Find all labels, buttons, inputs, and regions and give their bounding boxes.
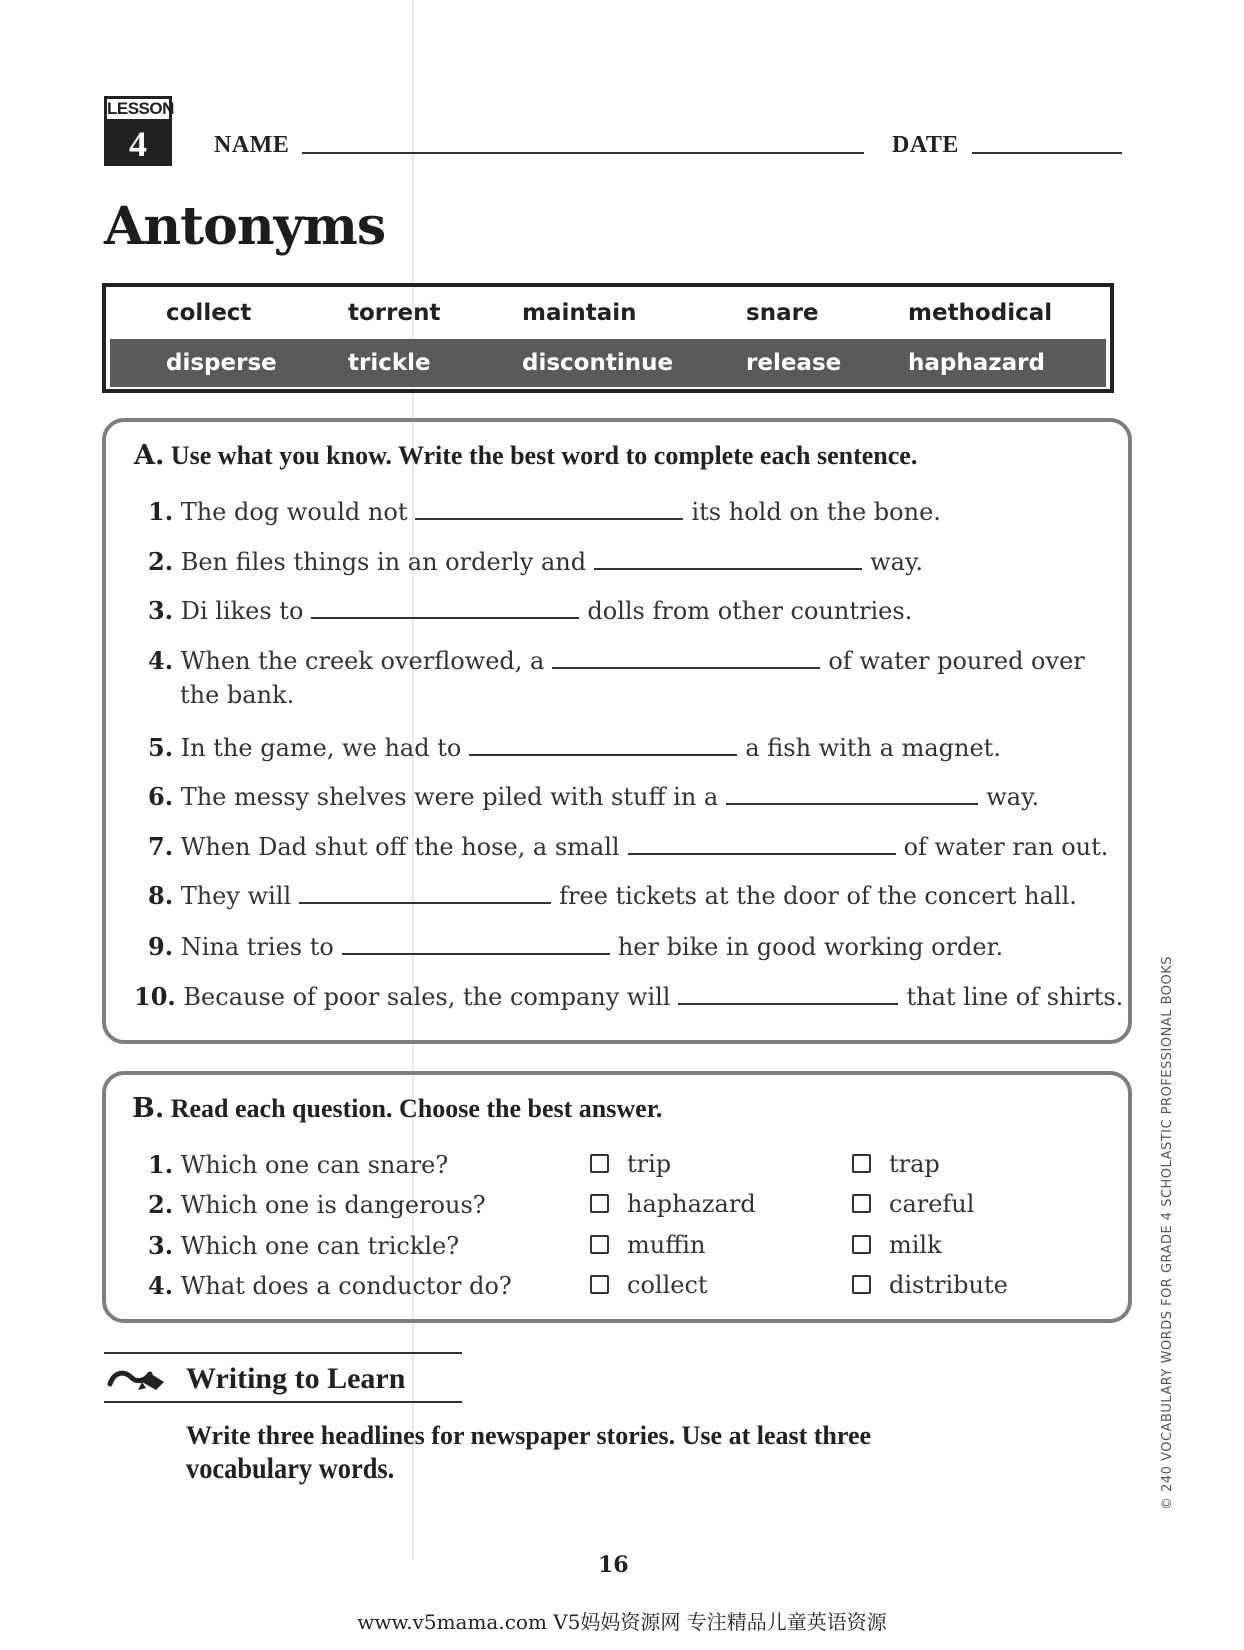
word-row-top (110, 289, 1106, 337)
name-field[interactable] (302, 152, 864, 154)
question-item (148, 1231, 459, 1260)
answer-blank[interactable] (726, 783, 978, 805)
item-number: 1. (148, 1150, 174, 1179)
checkbox[interactable] (590, 1275, 609, 1294)
sentence-after: of water ran out. (903, 833, 1109, 861)
word: release (746, 350, 842, 376)
item-number: 1. (148, 497, 174, 526)
answer-blank[interactable] (342, 933, 610, 955)
writing-prompt-line1: Write three headlines for newspaper stories. Use at least three (186, 1421, 872, 1450)
answer-option[interactable] (852, 1231, 942, 1259)
option-label: careful (889, 1190, 975, 1218)
checkbox[interactable] (852, 1154, 871, 1173)
section-b-letter: B. (132, 1093, 165, 1124)
sentence-after: its hold on the bone. (691, 498, 941, 526)
writing-rule-top (104, 1352, 462, 1354)
date-field[interactable] (972, 152, 1122, 154)
section-a-instruction: Use what you know. Write the best word to complete each sentence. (170, 441, 918, 470)
sentence-continuation: the bank. (180, 681, 295, 709)
answer-blank[interactable] (469, 734, 737, 756)
sentence-item (148, 596, 912, 625)
sentence-before: The dog would not (180, 498, 408, 526)
word: snare (746, 300, 819, 326)
answer-option[interactable] (590, 1150, 671, 1178)
question-text: What does a conductor do? (180, 1272, 512, 1300)
sentence-after: her bike in good working order. (617, 933, 1004, 961)
sentence-after: free tickets at the door of the concert hall. (559, 882, 1077, 910)
checkbox[interactable] (852, 1275, 871, 1294)
word: haphazard (908, 350, 1045, 376)
sentence-item (148, 832, 1108, 861)
answer-option[interactable] (852, 1150, 940, 1178)
answer-option[interactable] (590, 1190, 756, 1218)
sentence-before: Nina tries to (180, 933, 334, 961)
name-label: NAME (214, 132, 290, 158)
sentence-before: When Dad shut off the hose, a small (180, 833, 620, 861)
sentence-before: In the game, we had to (180, 734, 462, 762)
sentence-after: way. (870, 548, 923, 576)
sentence-item (148, 646, 1085, 675)
item-number: 2. (148, 1190, 174, 1219)
sentence-item (148, 497, 941, 526)
item-number: 7. (148, 832, 174, 861)
answer-blank[interactable] (311, 597, 579, 619)
item-number: 2. (148, 547, 174, 576)
sentence-before: The messy shelves were piled with stuff in a (180, 783, 719, 811)
item-number: 10. (134, 982, 176, 1011)
item-number: 9. (148, 932, 174, 961)
answer-blank[interactable] (415, 498, 683, 520)
option-label: distribute (889, 1271, 1008, 1299)
sentence-after: dolls from other countries. (587, 597, 913, 625)
question-text: Which one can trickle? (180, 1232, 460, 1260)
word-row-bottom (110, 339, 1106, 387)
sentence-item (134, 982, 1123, 1011)
question-text: Which one can snare? (180, 1151, 449, 1179)
answer-blank[interactable] (678, 983, 898, 1005)
item-number: 8. (148, 881, 174, 910)
question-item (148, 1190, 486, 1219)
item-number: 3. (148, 1231, 174, 1260)
writing-title: Writing to Learn (186, 1362, 406, 1395)
date-label: DATE (892, 132, 959, 158)
word: discontinue (522, 350, 674, 376)
word: collect (166, 300, 252, 326)
item-number: 3. (148, 596, 174, 625)
sentence-before: Because of poor sales, the company will (183, 983, 671, 1011)
checkbox[interactable] (852, 1235, 871, 1254)
section-b-heading (132, 1093, 662, 1124)
word-box (102, 283, 1114, 393)
sentence-after: a fish with a magnet. (745, 734, 1001, 762)
lesson-badge (104, 96, 172, 166)
section-b-instruction: Read each question. Choose the best answer. (170, 1094, 663, 1123)
answer-option[interactable] (590, 1231, 705, 1259)
sentence-item (148, 547, 923, 576)
option-label: collect (627, 1271, 708, 1299)
section-a-letter: A. (134, 440, 165, 471)
answer-blank[interactable] (552, 647, 820, 669)
pencil-icon (104, 1360, 170, 1396)
section-a-heading (134, 440, 917, 471)
option-label: haphazard (627, 1190, 756, 1218)
lesson-label: LESSON (107, 99, 169, 122)
question-text: Which one is dangerous? (180, 1191, 486, 1219)
answer-option[interactable] (852, 1271, 1008, 1299)
item-number: 5. (148, 733, 174, 762)
question-item (148, 1271, 512, 1300)
checkbox[interactable] (590, 1154, 609, 1173)
sentence-item (148, 932, 1003, 961)
sentence-after: way. (986, 783, 1040, 811)
question-item (148, 1150, 448, 1179)
option-label: milk (889, 1231, 942, 1259)
answer-blank[interactable] (594, 548, 862, 570)
sentence-item (148, 881, 1077, 910)
checkbox[interactable] (590, 1194, 609, 1213)
item-number: 6. (148, 782, 174, 811)
sentence-item (148, 782, 1039, 811)
option-label: trap (889, 1150, 940, 1178)
sentence-item (148, 733, 1001, 762)
lesson-number: 4 (107, 122, 169, 166)
word: methodical (908, 300, 1053, 326)
word: torrent (348, 300, 441, 326)
side-copyright: © 240 VOCABULARY WORDS FOR GRADE 4 SCHOLASTIC PROFESSIONAL BOOKS (1160, 955, 1175, 1510)
checkbox[interactable] (590, 1235, 609, 1254)
page-title: Antonyms (104, 196, 386, 257)
item-number: 4. (148, 1271, 174, 1300)
page-number: 16 (598, 1552, 629, 1578)
option-label: muffin (627, 1231, 706, 1259)
answer-option[interactable] (852, 1190, 974, 1218)
checkbox[interactable] (852, 1194, 871, 1213)
sentence-after: that line of shirts. (906, 983, 1124, 1011)
sentence-before: When the creek overflowed, a (180, 647, 545, 675)
writing-prompt-line2: vocabulary words. (186, 1452, 395, 1485)
word: trickle (348, 350, 431, 376)
sentence-before: They will (180, 882, 292, 910)
sentence-before: Di likes to (180, 597, 304, 625)
sentence-after: of water poured over (828, 647, 1085, 675)
answer-option[interactable] (590, 1271, 708, 1299)
sentence-before: Ben files things in an orderly and (180, 548, 587, 576)
item-number: 4. (148, 646, 174, 675)
writing-rule-bottom (104, 1401, 462, 1403)
answer-blank[interactable] (628, 833, 896, 855)
answer-blank[interactable] (299, 882, 551, 904)
option-label: trip (627, 1150, 672, 1178)
word: maintain (522, 300, 637, 326)
footer-watermark: www.v5mama.com V5妈妈资源网 专注精品儿童英语资源 (357, 1610, 887, 1634)
word: disperse (166, 350, 277, 376)
